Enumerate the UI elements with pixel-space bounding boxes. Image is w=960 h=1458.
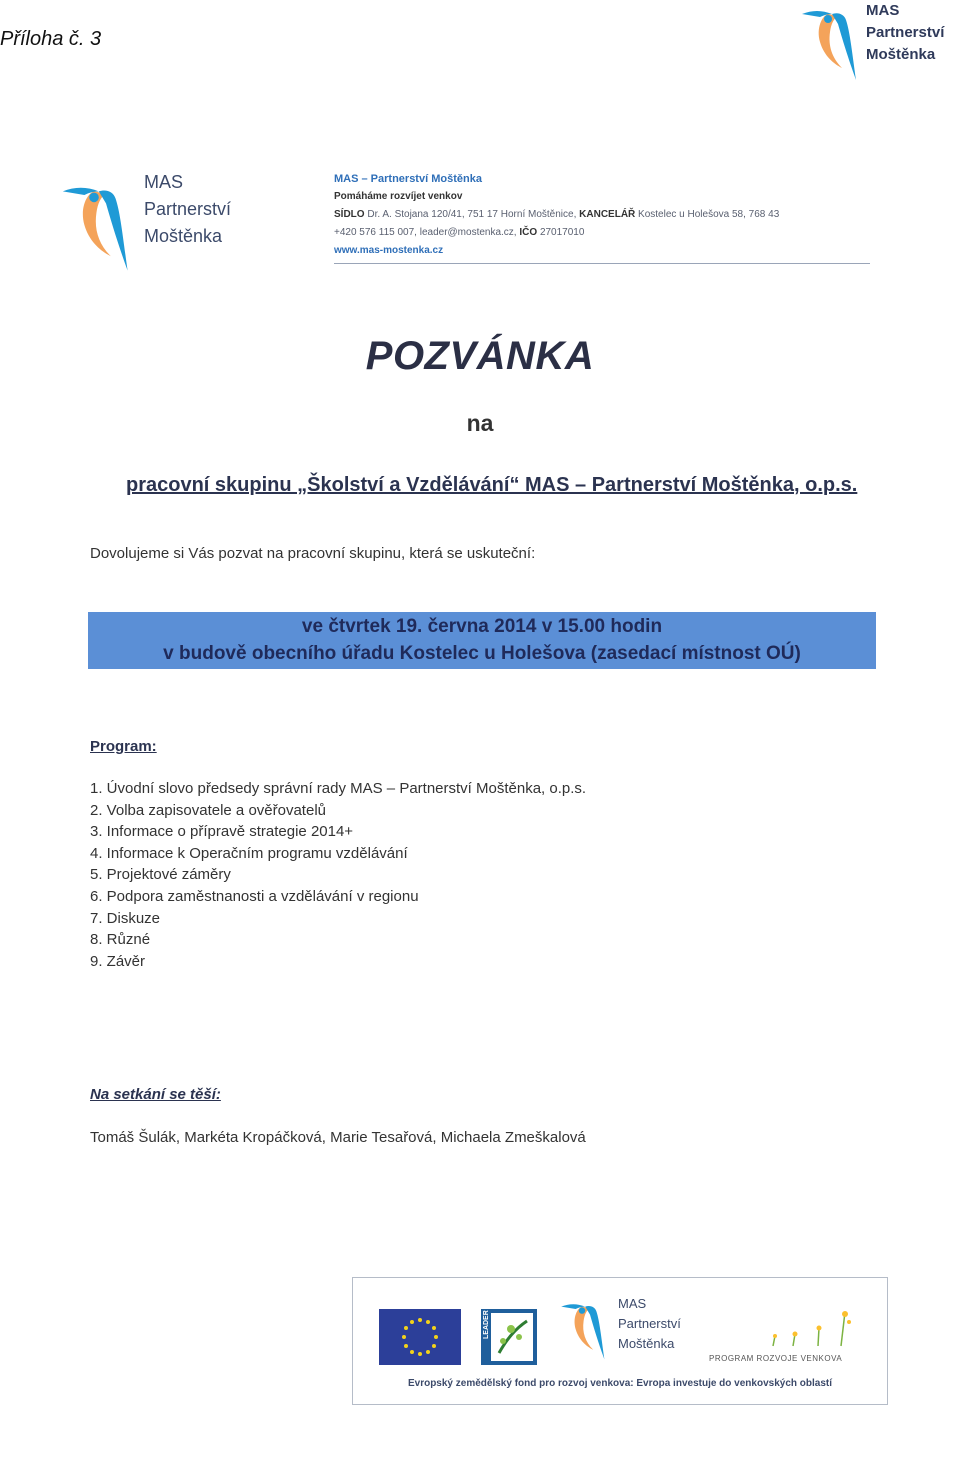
letterhead bbox=[334, 170, 779, 260]
logo-top-line2: Partnerství bbox=[866, 24, 945, 41]
annex-label: Příloha č. 3 bbox=[0, 28, 102, 50]
seat-label: SÍDLO bbox=[334, 209, 365, 220]
list-item: 2. Volba zapisovatele a ověřovatelů bbox=[90, 801, 326, 819]
leader-logo-icon bbox=[481, 1309, 537, 1365]
list-item: 6. Podpora zaměstnanosti a vzdělávání v regionu bbox=[90, 887, 419, 905]
letterhead-web: www.mas-mostenka.cz bbox=[334, 245, 444, 256]
leader-label: LEADER bbox=[483, 1310, 490, 1339]
seat-address: Dr. A. Stojana 120/41, 751 17 Horní Moštěnice, bbox=[367, 209, 577, 220]
footer-logo-line3: Moštěnka bbox=[618, 1336, 675, 1351]
list-item: 7. Diskuze bbox=[90, 909, 161, 927]
footer-logo-line2: Partnerství bbox=[618, 1316, 681, 1331]
logo-top-line1: MAS bbox=[866, 2, 900, 19]
working-group-heading: pracovní skupinu „Školství a Vzdělávání“ MAS – Partnerství Moštěnka, o.p.s. bbox=[126, 474, 858, 496]
bird-logo-icon bbox=[58, 175, 142, 275]
bird-logo-icon bbox=[558, 1294, 614, 1364]
banner-date: ve čtvrtek 19. června 2014 v 15.00 hodin bbox=[301, 616, 663, 637]
letterhead-divider bbox=[334, 263, 870, 264]
logo-top-line3: Moštěnka bbox=[866, 46, 936, 63]
bird-logo-icon bbox=[798, 2, 868, 82]
list-item: 3. Informace o přípravě strategie 2014+ bbox=[90, 823, 354, 841]
letterhead-address bbox=[334, 206, 779, 224]
logo-main-line3: Moštěnka bbox=[144, 226, 223, 246]
mas-logo-small bbox=[798, 0, 958, 82]
banner-place: v budově obecního úřadu Kostelec u Holešova (zasedací místnost OÚ) bbox=[163, 643, 801, 664]
title-subline: na bbox=[466, 410, 494, 436]
list-item: 9. Závěr bbox=[90, 952, 146, 970]
logo-main-line2: Partnerství bbox=[144, 199, 232, 219]
list-item: 4. Informace k Operačním programu vzdělávání bbox=[90, 844, 408, 862]
ico-label: IČO bbox=[519, 227, 538, 238]
letterhead-contact-row bbox=[334, 224, 779, 242]
list-item: 1. Úvodní slovo předsedy správní rady MAS – Partnerství Moštěnka, o.p.s. bbox=[90, 780, 587, 797]
eu-flag-icon bbox=[379, 1309, 461, 1365]
intro-text: Dovolujeme si Vás pozvat na pracovní skupinu, která se uskuteční: bbox=[90, 545, 536, 562]
office-label: KANCELÁŘ bbox=[579, 209, 636, 220]
date-banner bbox=[88, 612, 876, 669]
footer-logo-line1: MAS bbox=[618, 1296, 647, 1311]
program-list bbox=[90, 778, 586, 972]
mas-logo-main bbox=[58, 165, 258, 270]
flowers-icon bbox=[763, 1306, 863, 1355]
organizer-names: Tomáš Šulák, Markéta Kropáčková, Marie Tesařová, Michaela Zmeškalová bbox=[90, 1129, 586, 1146]
program-heading: Program: bbox=[90, 738, 157, 755]
funding-caption: Evropský zemědělský fond pro rozvoj venkova: Evropa investuje do venkovských oblastí bbox=[407, 1378, 833, 1389]
list-item: 5. Projektové záměry bbox=[90, 866, 231, 884]
office-address: Kostelec u Holešova 58, 768 43 bbox=[638, 209, 780, 220]
logo-main-line1: MAS bbox=[144, 172, 184, 192]
contact: +420 576 115 007, leader@mostenka.cz, bbox=[334, 227, 517, 238]
letterhead-tagline: Pomáháme rozvíjet venkov bbox=[334, 191, 463, 202]
funding-footer bbox=[352, 1277, 888, 1405]
document-title: POZVÁNKA bbox=[365, 334, 595, 378]
meeting-heading: Na setkání se těší: bbox=[90, 1086, 221, 1103]
rural-program-label: PROGRAM ROZVOJE VENKOVA bbox=[709, 1354, 843, 1363]
ico-value: 27017010 bbox=[539, 227, 585, 238]
mas-logo-footer bbox=[558, 1294, 681, 1369]
letterhead-org: MAS – Partnerství Moštěnka bbox=[334, 173, 482, 185]
list-item: 8. Různé bbox=[90, 931, 151, 949]
